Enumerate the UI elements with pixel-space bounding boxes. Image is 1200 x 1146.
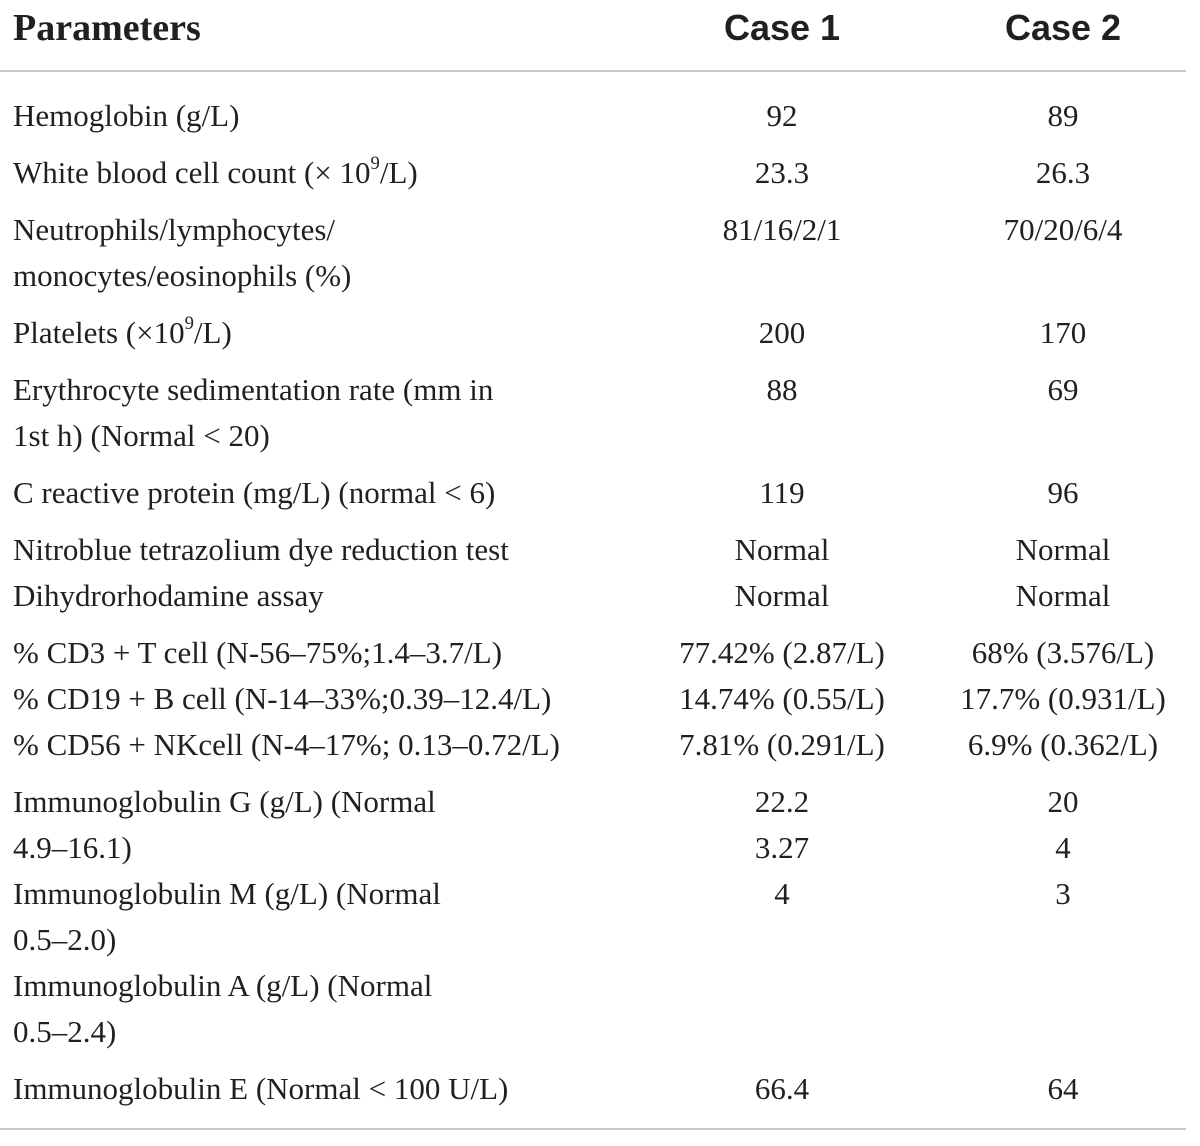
row-ig-case2-value2: 4 [1055,830,1071,865]
row-hemoglobin-case2: 89 [1047,98,1079,133]
row-iga-param-line1: Immunoglobulin A (g/L) (Normal [13,968,433,1003]
row-wbc-param: White blood cell count (× $10^9/L$) [13,152,418,190]
row-cd19-case2: 17.7% (0.931/L) [960,681,1166,716]
table-bottom-rule [0,1128,1186,1130]
row-ige-case1: 66.4 [754,1071,810,1106]
row-cd56-case2: 6.9% (0.362/L) [967,727,1159,762]
row-dhr-case1: Normal [734,578,830,613]
row-dhr-case2: Normal [1015,578,1111,613]
row-cd56-param: % CD56 + NKcell (N-4–17%; 0.13–0.72/L) [13,727,560,762]
row-crp-param: C reactive protein (mg/L) (normal < 6) [13,475,496,510]
row-ige-param: Immunoglobulin E (Normal < 100 U/L) [13,1071,509,1106]
row-wbc-case1: 23.3 [754,155,810,190]
row-differential-case2: 70/20/6/4 [1003,212,1123,247]
row-hemoglobin-case1: 92 [766,98,798,133]
header-divider [0,70,1186,72]
row-cd3-param: % CD3 + T cell (N-56–75%;1.4–3.7/L) [13,635,503,670]
row-iga-param-line2: 0.5–2.4) [13,1014,117,1049]
row-differential-param-line2: monocytes/eosinophils (%) [13,258,352,293]
row-cd19-case1: 14.74% (0.55/L) [679,681,885,716]
row-nbt-case1: Normal [734,532,830,567]
row-dhr-param: Dihydrorhodamine assay [13,578,324,613]
row-platelets-param: Platelets $(\times 10^9/L)$ [13,312,232,350]
row-cd3-case2: 68% (3.576/L) [971,635,1155,670]
row-esr-param-line2: 1st h) (Normal < 20) [13,418,270,453]
row-nbt-param: Nitroblue tetrazolium dye reduction test [13,532,509,567]
row-igg-param-line1: Immunoglobulin G (g/L) (Normal [13,784,436,819]
header-case-1: Case 1 [723,7,841,48]
row-esr-case2: 69 [1047,372,1079,407]
row-igg-param-line2: 4.9–16.1) [13,830,132,865]
row-differential-case1: 81/16/2/1 [722,212,842,247]
row-platelets-case2: 170 [1039,315,1087,350]
row-cd19-param: % CD19 + B cell (N-14–33%;0.39–12.4/L) [13,681,552,716]
row-cd3-case1: 77.42% (2.87/L) [679,635,885,670]
header-parameters: Parameters [13,7,201,49]
row-crp-case1: 119 [759,475,805,510]
header-case-2: Case 2 [1004,7,1122,48]
row-ig-case1-value2: 3.27 [754,830,810,865]
row-ig-case2-value3: 3 [1055,876,1071,911]
row-nbt-case2: Normal [1015,532,1111,567]
row-wbc-case2: 26.3 [1035,155,1091,190]
row-differential-param-line1: Neutrophils/lymphocytes/ [13,212,336,247]
row-cd56-case1: 7.81% (0.291/L) [679,727,885,762]
row-hemoglobin-param: Hemoglobin (g/L) [13,98,240,133]
row-esr-case1: 88 [766,372,798,407]
row-crp-case2: 96 [1047,475,1079,510]
row-ige-case2: 64 [1047,1071,1079,1106]
row-ig-case1-value3: 4 [774,876,790,911]
row-esr-param-line1: Erythrocyte sedimentation rate (mm in [13,372,494,407]
row-platelets-case1: 200 [758,315,806,350]
row-ig-case2-value1: 20 [1047,784,1079,819]
row-ig-case1-value1: 22.2 [754,784,810,819]
row-igm-param-line1: Immunoglobulin M (g/L) (Normal [13,876,441,911]
row-igm-param-line2: 0.5–2.0) [13,922,117,957]
